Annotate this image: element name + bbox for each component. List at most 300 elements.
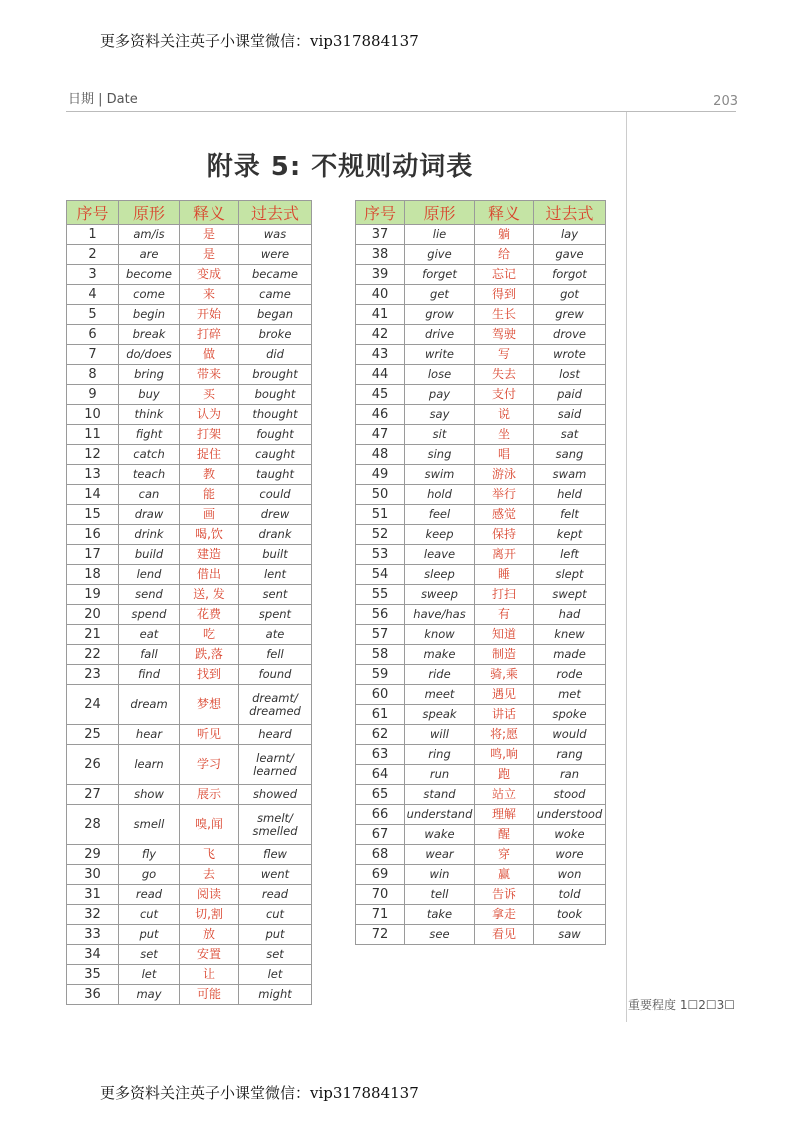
row-number: 60 [356,685,405,705]
row-past-tense: found [239,665,312,685]
row-number: 35 [67,965,119,985]
table-row [67,265,312,285]
row-past-tense: fought [239,425,312,445]
header-base-form: 原形 [119,201,180,225]
row-number: 50 [356,485,405,505]
table-row [356,565,606,585]
row-past-tense: woke [534,825,606,845]
row-past-tense: was [239,225,312,245]
row-past-tense: forgot [534,265,606,285]
row-base-form: let [119,965,180,985]
row-past-tense: stood [534,785,606,805]
row-meaning: 理解 [475,805,534,825]
table-row [67,805,312,845]
row-base-form: dream [119,685,180,725]
row-base-form: come [119,285,180,305]
row-meaning: 游泳 [475,465,534,485]
row-past-tense: spent [239,605,312,625]
row-base-form: see [405,925,475,945]
row-meaning: 让 [180,965,239,985]
row-meaning: 写 [475,345,534,365]
row-past-tense: were [239,245,312,265]
row-meaning: 切,割 [180,905,239,925]
row-past-tense: swam [534,465,606,485]
row-meaning: 穿 [475,845,534,865]
past-tense-line-2: smelled [252,823,298,838]
row-meaning: 捉住 [180,445,239,465]
row-number: 14 [67,485,119,505]
header-past-tense: 过去式 [239,201,312,225]
row-past-tense: felt [534,505,606,525]
row-past-tense: showed [239,785,312,805]
row-meaning: 开始 [180,305,239,325]
page-title: 附录 5: 不规则动词表 [206,152,474,182]
row-base-form: go [119,865,180,885]
table-row [356,745,606,765]
table-row [356,785,606,805]
table-row [356,605,606,625]
row-meaning: 打扫 [475,585,534,605]
row-number: 11 [67,425,119,445]
row-meaning: 睡 [475,565,534,585]
row-number: 2 [67,245,119,265]
row-meaning: 忘记 [475,265,534,285]
row-base-form: fall [119,645,180,665]
row-number: 69 [356,865,405,885]
table-row [67,305,312,325]
table-row [356,705,606,725]
row-base-form: drive [405,325,475,345]
row-base-form: keep [405,525,475,545]
table-row [356,465,606,485]
row-number: 4 [67,285,119,305]
row-past-tense: ran [534,765,606,785]
row-number: 3 [67,265,119,285]
table-row [67,485,312,505]
row-number: 1 [67,225,119,245]
table-row [356,225,606,245]
row-base-form: may [119,985,180,1005]
header-meaning: 释义 [475,201,534,225]
row-number: 70 [356,885,405,905]
row-number: 59 [356,665,405,685]
row-meaning: 打碎 [180,325,239,345]
table-row [67,365,312,385]
table-row [356,725,606,745]
row-base-form: smell [119,805,180,845]
table-row [356,685,606,705]
row-past-tense: rang [534,745,606,765]
row-number: 13 [67,465,119,485]
row-base-form: say [405,405,475,425]
table-row [356,805,606,825]
row-past-tense: cut [239,905,312,925]
row-number: 55 [356,585,405,605]
row-base-form: wear [405,845,475,865]
row-base-form: fight [119,425,180,445]
header-divider [66,111,736,112]
row-meaning: 离开 [475,545,534,565]
table-row [67,925,312,945]
row-number: 58 [356,645,405,665]
row-number: 41 [356,305,405,325]
table-row [356,585,606,605]
table-row [67,445,312,465]
row-past-tense: sent [239,585,312,605]
row-base-form: set [119,945,180,965]
table-row [67,745,312,785]
row-meaning: 安置 [180,945,239,965]
row-number: 21 [67,625,119,645]
row-base-form: think [119,405,180,425]
row-base-form: understand [405,805,475,825]
row-past-tense: fell [239,645,312,665]
row-number: 34 [67,945,119,965]
row-past-tense: taught [239,465,312,485]
row-number: 29 [67,845,119,865]
row-past-tense: built [239,545,312,565]
row-base-form: show [119,785,180,805]
row-meaning: 听见 [180,725,239,745]
table-row [356,845,606,865]
row-number: 72 [356,925,405,945]
row-number: 19 [67,585,119,605]
row-base-form: forget [405,265,475,285]
row-past-tense: won [534,865,606,885]
row-past-tense: held [534,485,606,505]
row-meaning: 有 [475,605,534,625]
row-number: 17 [67,545,119,565]
table-row [67,785,312,805]
table-header-row [67,201,312,225]
row-past-tense: sat [534,425,606,445]
row-number: 6 [67,325,119,345]
row-base-form: give [405,245,475,265]
row-base-form: become [119,265,180,285]
date-label: 日期 | Date [68,92,138,107]
row-base-form: send [119,585,180,605]
row-meaning: 跑 [475,765,534,785]
row-base-form: stand [405,785,475,805]
importance-rating: 重要程度 1☐2☐3☐ [628,998,735,1012]
row-past-tense: lent [239,565,312,585]
table-row [67,525,312,545]
table-row [67,725,312,745]
row-past-tense: kept [534,525,606,545]
row-base-form: read [119,885,180,905]
row-meaning: 来 [180,285,239,305]
table-row [356,925,606,945]
row-base-form: will [405,725,475,745]
table-row [356,885,606,905]
row-number: 39 [356,265,405,285]
row-past-tense: became [239,265,312,285]
row-past-tense: came [239,285,312,305]
table-row [356,365,606,385]
row-past-tense: knew [534,625,606,645]
row-meaning: 得到 [475,285,534,305]
row-meaning: 认为 [180,405,239,425]
table-row [67,385,312,405]
row-meaning: 梦想 [180,685,239,725]
row-meaning: 醒 [475,825,534,845]
row-meaning: 坐 [475,425,534,445]
row-base-form: bring [119,365,180,385]
table-row [67,905,312,925]
row-number: 10 [67,405,119,425]
row-number: 44 [356,365,405,385]
row-meaning: 拿走 [475,905,534,925]
row-past-tense [239,745,312,785]
row-base-form: run [405,765,475,785]
row-base-form: draw [119,505,180,525]
table-row [356,765,606,785]
row-past-tense: would [534,725,606,745]
table-row [67,985,312,1005]
past-tense-line-1: dreamt/ [252,690,298,705]
row-base-form: lie [405,225,475,245]
table-row [67,285,312,305]
row-base-form: speak [405,705,475,725]
row-past-tense: slept [534,565,606,585]
row-past-tense: paid [534,385,606,405]
row-base-form: fly [119,845,180,865]
row-base-form: find [119,665,180,685]
table-row [356,485,606,505]
row-base-form: are [119,245,180,265]
row-past-tense: spoke [534,705,606,725]
table-row [67,425,312,445]
row-meaning: 花费 [180,605,239,625]
row-number: 65 [356,785,405,805]
row-number: 26 [67,745,119,785]
row-number: 8 [67,365,119,385]
row-meaning: 站立 [475,785,534,805]
row-number: 23 [67,665,119,685]
row-number: 5 [67,305,119,325]
row-meaning: 可能 [180,985,239,1005]
row-meaning: 保持 [475,525,534,545]
row-number: 24 [67,685,119,725]
table-row [356,625,606,645]
table-row [356,325,606,345]
row-number: 63 [356,745,405,765]
row-meaning: 建造 [180,545,239,565]
row-number: 61 [356,705,405,725]
row-base-form: can [119,485,180,505]
row-past-tense: said [534,405,606,425]
verb-table-left [66,200,312,1005]
row-meaning: 驾驶 [475,325,534,345]
watermark-bottom: 更多资料关注英子小课堂微信：vip317884137 [100,1084,419,1102]
row-past-tense: drove [534,325,606,345]
row-number: 40 [356,285,405,305]
row-number: 33 [67,925,119,945]
row-base-form: write [405,345,475,365]
watermark-top: 更多资料关注英子小课堂微信：vip317884137 [100,32,419,50]
row-meaning: 给 [475,245,534,265]
row-meaning: 借出 [180,565,239,585]
row-past-tense: lay [534,225,606,245]
row-past-tense: began [239,305,312,325]
row-number: 31 [67,885,119,905]
row-base-form: hold [405,485,475,505]
table-row [67,845,312,865]
past-tense-line-1: learnt/ [256,750,294,765]
row-number: 22 [67,645,119,665]
table-row [356,385,606,405]
row-past-tense: got [534,285,606,305]
table-row [356,285,606,305]
row-base-form: buy [119,385,180,405]
header-number: 序号 [67,201,119,225]
row-past-tense: set [239,945,312,965]
row-number: 27 [67,785,119,805]
row-base-form: swim [405,465,475,485]
row-base-form: know [405,625,475,645]
row-base-form: feel [405,505,475,525]
row-meaning: 生长 [475,305,534,325]
row-meaning: 打架 [180,425,239,445]
table-row [67,545,312,565]
row-meaning: 鸣,响 [475,745,534,765]
row-past-tense: could [239,485,312,505]
row-past-tense: understood [534,805,606,825]
row-past-tense [239,685,312,725]
row-base-form: ring [405,745,475,765]
row-base-form: hear [119,725,180,745]
row-past-tense: grew [534,305,606,325]
row-past-tense: gave [534,245,606,265]
table-row [356,345,606,365]
row-number: 37 [356,225,405,245]
row-past-tense: had [534,605,606,625]
row-meaning: 能 [180,485,239,505]
row-base-form: take [405,905,475,925]
row-base-form: spend [119,605,180,625]
table-row [356,425,606,445]
row-number: 25 [67,725,119,745]
row-number: 18 [67,565,119,585]
row-meaning: 买 [180,385,239,405]
verb-table-right [355,200,606,945]
row-base-form: win [405,865,475,885]
row-meaning: 告诉 [475,885,534,905]
row-number: 71 [356,905,405,925]
row-base-form: tell [405,885,475,905]
page-number: 203 [713,94,738,109]
row-base-form: do/does [119,345,180,365]
row-number: 67 [356,825,405,845]
row-number: 68 [356,845,405,865]
row-base-form: teach [119,465,180,485]
table-row [67,625,312,645]
row-meaning: 跌,落 [180,645,239,665]
row-meaning: 阅读 [180,885,239,905]
row-base-form: put [119,925,180,945]
row-meaning: 学习 [180,745,239,785]
row-meaning: 做 [180,345,239,365]
row-base-form: pay [405,385,475,405]
row-base-form: grow [405,305,475,325]
header-meaning: 释义 [180,201,239,225]
row-number: 46 [356,405,405,425]
table-row [67,325,312,345]
row-number: 7 [67,345,119,365]
row-past-tense: drank [239,525,312,545]
row-past-tense: sang [534,445,606,465]
past-tense-line-1: smelt/ [257,810,293,825]
row-past-tense: made [534,645,606,665]
row-base-form: am/is [119,225,180,245]
row-past-tense: met [534,685,606,705]
row-meaning: 飞 [180,845,239,865]
row-number: 62 [356,725,405,745]
row-past-tense: brought [239,365,312,385]
row-number: 53 [356,545,405,565]
row-base-form: meet [405,685,475,705]
row-meaning: 支付 [475,385,534,405]
row-base-form: wake [405,825,475,845]
table-row [356,525,606,545]
row-meaning: 赢 [475,865,534,885]
row-number: 42 [356,325,405,345]
table-row [67,865,312,885]
row-number: 20 [67,605,119,625]
table-row [67,405,312,425]
table-row [67,665,312,685]
header-base-form: 原形 [405,201,475,225]
row-meaning: 吃 [180,625,239,645]
row-number: 47 [356,425,405,445]
row-meaning: 教 [180,465,239,485]
table-header-row [356,201,606,225]
row-past-tense: did [239,345,312,365]
row-meaning: 带来 [180,365,239,385]
table-row [356,905,606,925]
row-base-form: make [405,645,475,665]
table-row [67,585,312,605]
row-meaning: 是 [180,225,239,245]
row-meaning: 送, 发 [180,585,239,605]
row-number: 38 [356,245,405,265]
row-number: 48 [356,445,405,465]
row-past-tense: might [239,985,312,1005]
row-number: 49 [356,465,405,485]
row-number: 30 [67,865,119,885]
table-row [67,965,312,985]
row-base-form: cut [119,905,180,925]
row-number: 45 [356,385,405,405]
row-number: 51 [356,505,405,525]
table-row [67,465,312,485]
row-base-form: get [405,285,475,305]
past-tense-line-2: dreamed [249,703,301,718]
row-base-form: lend [119,565,180,585]
row-past-tense: drew [239,505,312,525]
header-number: 序号 [356,201,405,225]
row-meaning: 画 [180,505,239,525]
row-past-tense: left [534,545,606,565]
table-row [356,245,606,265]
row-number: 9 [67,385,119,405]
table-row [356,645,606,665]
row-base-form: leave [405,545,475,565]
row-meaning: 知道 [475,625,534,645]
row-past-tense: ate [239,625,312,645]
row-past-tense: wrote [534,345,606,365]
table-row [67,345,312,365]
